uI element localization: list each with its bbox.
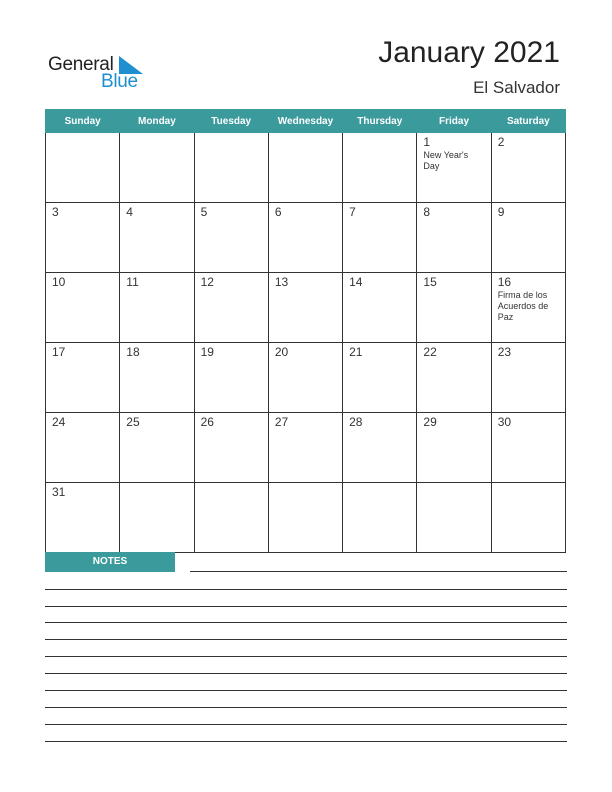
day-number: 5 [200,205,208,219]
logo-general-text: General [48,54,114,75]
day-cell [491,413,565,483]
week-row [46,413,566,483]
notes-line [45,724,567,725]
weekday-header: Monday [120,110,194,133]
day-number: 28 [349,415,363,429]
day-cell [268,203,342,273]
day-cell [268,483,342,553]
day-cell [46,343,120,413]
day-number: 3 [52,205,59,219]
day-number: 31 [52,485,66,499]
day-number: 25 [126,415,140,429]
notes-line [45,622,567,623]
day-cell [194,133,268,203]
calendar-grid [45,109,566,553]
week-row [46,203,566,273]
day-cell [120,413,194,483]
holiday-label: New Year's Day [423,150,469,171]
day-cell [268,343,342,413]
notes-label: NOTES [45,552,175,572]
brand-logo [48,52,158,92]
week-row [46,343,566,413]
day-number: 10 [52,275,66,289]
weekday-header: Saturday [491,110,565,133]
notes-line [45,639,567,640]
day-cell [120,273,194,343]
day-number: 9 [497,205,505,219]
day-number: 22 [423,345,437,359]
day-number: 18 [126,345,140,359]
day-cell [46,483,120,553]
day-cell [268,133,342,203]
day-number: 2 [497,135,505,149]
day-number: 8 [423,205,431,219]
weekday-header: Sunday [46,110,120,133]
day-cell [46,413,120,483]
week-row [46,133,566,203]
day-cell [343,343,417,413]
day-cell [417,203,491,273]
notes-line [190,571,567,572]
day-number: 16 [497,275,512,289]
day-cell [491,273,565,343]
day-cell [194,413,268,483]
day-number: 17 [52,345,66,359]
notes-line [45,690,567,691]
day-number: 29 [423,415,437,429]
day-cell [491,483,565,553]
day-number: 24 [52,415,66,429]
day-cell [491,203,565,273]
day-cell [194,273,268,343]
day-number: 7 [349,205,356,219]
day-cell [46,133,120,203]
day-cell [491,133,565,203]
week-row [46,483,566,553]
day-cell [417,413,491,483]
day-number: 19 [200,345,214,359]
country-name: El Salvador [473,78,560,97]
day-cell [417,273,491,343]
day-number: 11 [126,275,139,289]
day-cell [343,413,417,483]
notes-line [45,589,567,590]
day-number: 4 [126,205,133,219]
day-cell [120,203,194,273]
day-cell [268,273,342,343]
day-cell [46,273,120,343]
day-cell [194,203,268,273]
day-number: 21 [349,345,363,359]
notes-line [45,673,567,674]
day-number: 14 [349,275,363,289]
weekday-header: Tuesday [194,110,268,133]
notes-line [45,656,567,657]
day-cell [120,133,194,203]
day-cell [120,343,194,413]
weekday-header: Thursday [343,110,417,133]
logo-blue-text: Blue [101,71,138,92]
day-cell [417,483,491,553]
day-cell [268,413,342,483]
notes-line [45,606,567,607]
day-number: 23 [497,345,512,359]
day-cell [194,483,268,553]
day-cell [343,483,417,553]
calendar-title: January 2021 [378,36,560,69]
week-row [46,273,566,343]
day-number: 12 [200,275,214,289]
weekday-header-row [46,110,566,133]
weekday-header: Wednesday [268,110,342,133]
day-number: 26 [200,415,214,429]
day-cell [491,343,565,413]
notes-line [45,741,567,742]
day-number: 6 [274,205,282,219]
day-number: 1 [423,135,431,149]
day-number: 27 [274,415,289,429]
day-cell [343,203,417,273]
holiday-label: Firma de los Acuerdos de Paz [497,290,549,322]
day-cell [343,273,417,343]
notes-line [45,707,567,708]
day-cell [343,133,417,203]
day-cell [194,343,268,413]
day-number: 20 [274,345,289,359]
day-number: 13 [274,275,289,289]
day-number: 30 [497,415,512,429]
day-cell [120,483,194,553]
day-cell [46,203,120,273]
day-number: 15 [423,275,437,289]
day-cell [417,133,491,203]
day-cell [417,343,491,413]
weekday-header: Friday [417,110,491,133]
